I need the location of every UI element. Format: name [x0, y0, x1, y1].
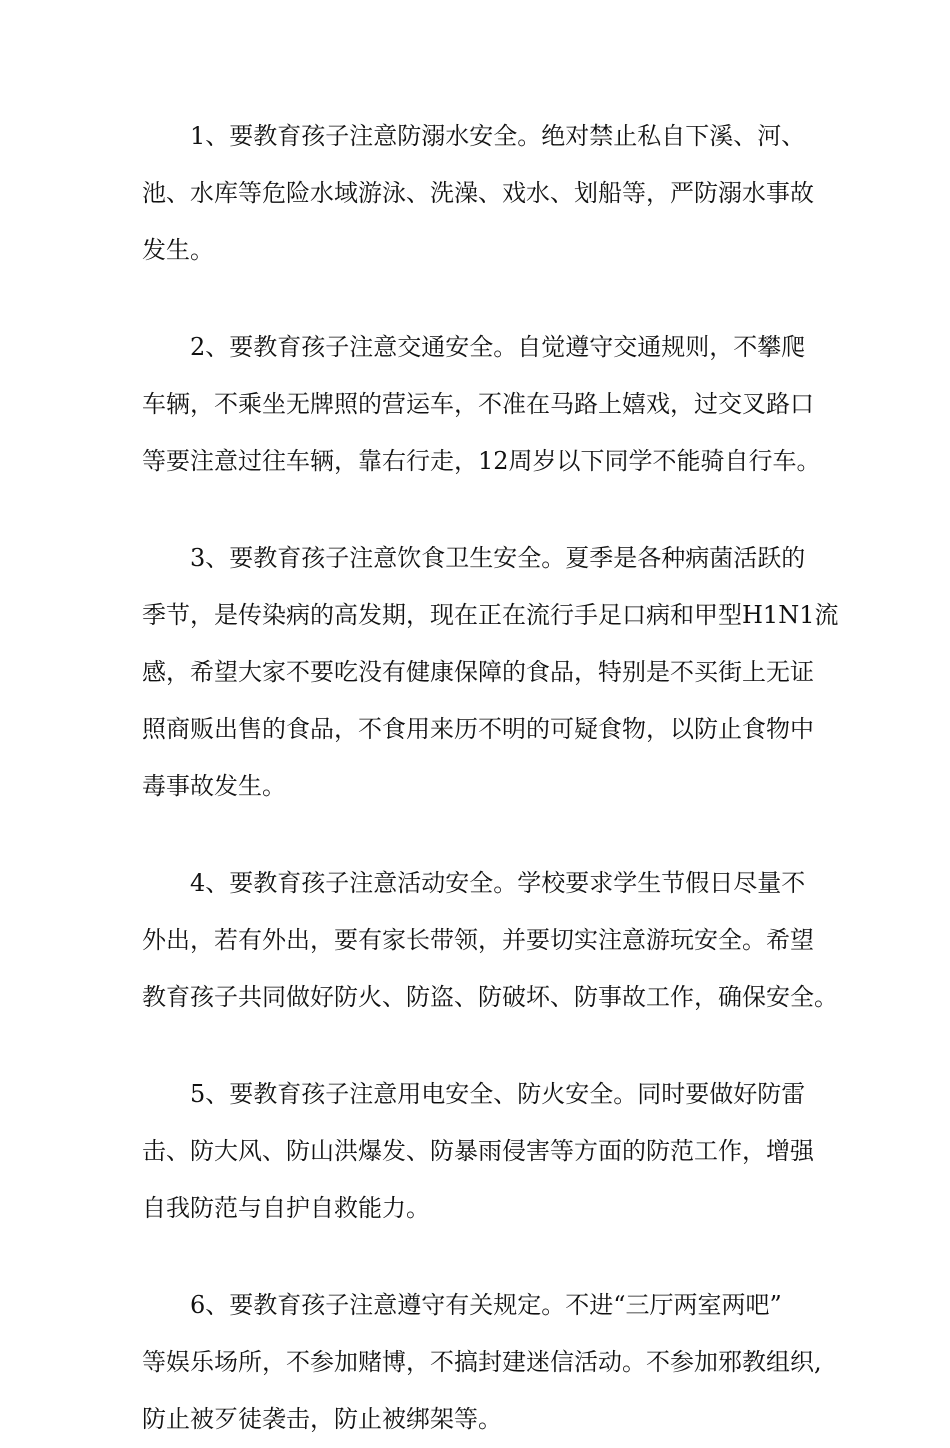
paragraph-line: 发生。	[142, 236, 214, 264]
paragraph-line: 车辆，不乘坐无牌照的营运车，不准在马路上嬉戏，过交叉路口	[142, 390, 814, 418]
paragraph-line: 防止被歹徒袭击，防止被绑架等。	[142, 1405, 502, 1433]
paragraph-4	[142, 855, 838, 1026]
paragraph-line: 外出，若有外出，要有家长带领，并要切实注意游玩安全。希望	[142, 926, 814, 954]
paragraph-line: 击、防大风、防山洪爆发、防暴雨侵害等方面的防范工作，增强	[142, 1137, 814, 1165]
paragraph-line: 2、要教育孩子注意交通安全。自觉遵守交通规则，不攀爬	[190, 333, 806, 361]
paragraph-line: 3、要教育孩子注意饮食卫生安全。夏季是各种病菌活跃的	[190, 544, 806, 572]
paragraph-line: 4、要教育孩子注意活动安全。学校要求学生节假日尽量不	[190, 869, 806, 897]
paragraph-line: 6、要教育孩子注意遵守有关规定。不进“三厅两室两吧”	[190, 1291, 782, 1319]
paragraph-line: 等要注意过往车辆，靠右行走，12周岁以下同学不能骑自行车。	[142, 447, 821, 475]
paragraph-line: 感，希望大家不要吃没有健康保障的食品，特别是不买街上无证	[142, 658, 814, 686]
paragraph-3	[142, 530, 839, 815]
paragraph-line: 等娱乐场所，不参加赌博，不搞封建迷信活动。不参加邪教组织,	[142, 1348, 822, 1376]
paragraph-line: 5、要教育孩子注意用电安全、防火安全。同时要做好防雷	[190, 1080, 806, 1108]
paragraph-1	[142, 108, 812, 279]
paragraph-2	[142, 319, 821, 490]
paragraph-6	[142, 1277, 822, 1448]
paragraph-5	[142, 1066, 812, 1237]
paragraph-line: 教育孩子共同做好防火、防盗、防破坏、防事故工作，确保安全。	[142, 983, 838, 1011]
paragraph-line: 1、要教育孩子注意防溺水安全。绝对禁止私自下溪、河、	[190, 122, 806, 150]
document-body	[142, 108, 839, 1448]
paragraph-line: 自我防范与自护自救能力。	[142, 1194, 430, 1222]
paragraph-line: 毒事故发生。	[142, 772, 286, 800]
paragraph-line: 池、水库等危险水域游泳、洗澡、戏水、划船等，严防溺水事故	[142, 179, 814, 207]
paragraph-line: 季节，是传染病的高发期，现在正在流行手足口病和甲型H1N1流	[142, 601, 839, 629]
paragraph-line: 照商贩出售的食品，不食用来历不明的可疑食物，以防止食物中	[142, 715, 814, 743]
